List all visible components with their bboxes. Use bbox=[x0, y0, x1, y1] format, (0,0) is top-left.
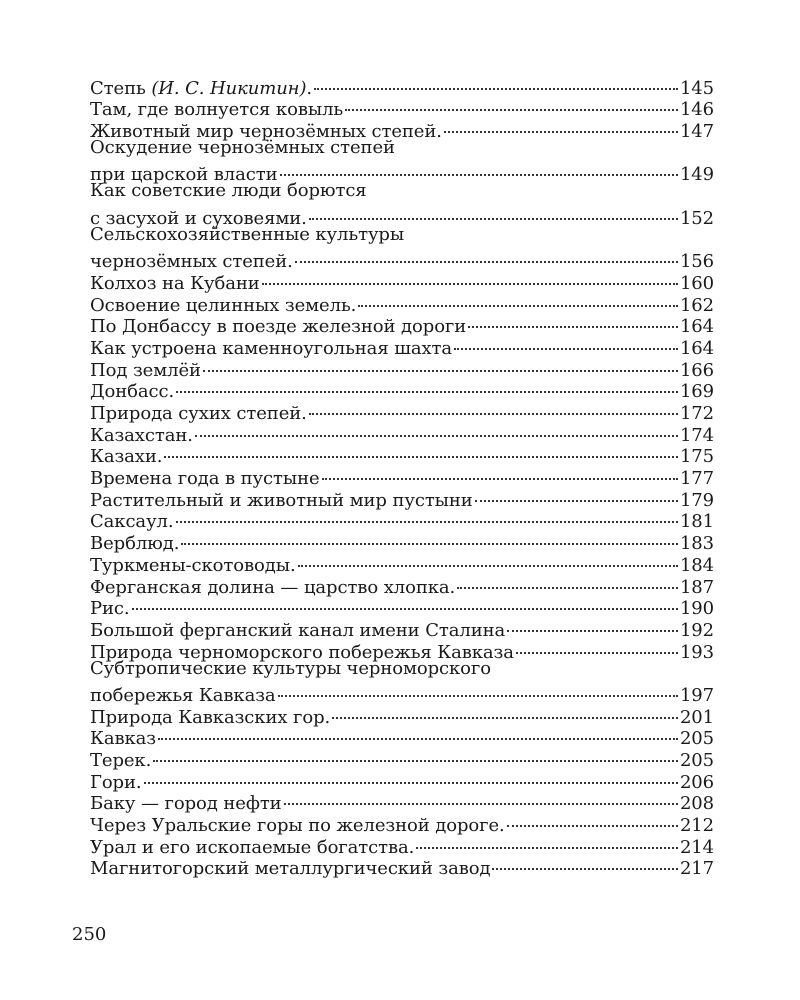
toc-entry-title: Баку — город нефти bbox=[90, 793, 282, 815]
toc-entry bbox=[90, 593, 714, 620]
toc-entry-page: 190 bbox=[679, 598, 714, 620]
toc-entry-title: Под землёй bbox=[90, 359, 201, 381]
toc-entry-title: Туркмены-скотоводы. bbox=[90, 554, 296, 576]
dot-leader bbox=[307, 397, 680, 419]
toc-entry-page: 152 bbox=[679, 207, 714, 229]
toc-entry bbox=[90, 246, 714, 273]
toc-entry-page: 169 bbox=[679, 381, 714, 403]
toc-entry-page: 166 bbox=[679, 359, 714, 381]
toc-entry-page: 193 bbox=[679, 641, 714, 663]
toc-entry bbox=[90, 744, 714, 771]
toc-entry-page: 147 bbox=[679, 121, 714, 143]
toc-entry-page: 205 bbox=[679, 750, 714, 771]
dot-leader bbox=[307, 202, 680, 224]
toc-entry-page: 160 bbox=[679, 272, 714, 294]
dot-leader bbox=[260, 267, 680, 289]
toc-entry-first-line: Сельскохозяйственные культуры bbox=[90, 223, 405, 245]
dot-leader bbox=[452, 332, 680, 354]
dot-leader bbox=[356, 289, 680, 311]
toc-entry-title: Терек. bbox=[90, 750, 152, 771]
dot-leader bbox=[278, 159, 680, 181]
toc-entry-page: 217 bbox=[679, 858, 714, 880]
toc-entry-page: 183 bbox=[679, 533, 714, 555]
dot-leader bbox=[174, 376, 680, 398]
toc-entry-title: Колхоз на Кубани bbox=[90, 272, 260, 294]
toc-entry bbox=[90, 397, 714, 424]
toc-entry-title: Магнитогорский металлургический завод bbox=[90, 858, 491, 880]
toc-entry-page: 181 bbox=[679, 511, 714, 533]
toc-entry-title: Казахстан. bbox=[90, 424, 193, 446]
toc-entry-page: 162 bbox=[679, 294, 714, 316]
toc-entry-title: Природа Кавказских гор. bbox=[90, 706, 331, 728]
page-number: 250 bbox=[72, 924, 107, 945]
toc-entry-title: Казахи. bbox=[90, 446, 163, 468]
toc-entry-page: 156 bbox=[679, 251, 714, 273]
toc-entry-page: 164 bbox=[679, 316, 714, 338]
toc-entry-title: при царской власти bbox=[90, 164, 278, 186]
toc-entry-page: 177 bbox=[679, 468, 714, 490]
dot-leader bbox=[151, 744, 680, 766]
toc-entry bbox=[90, 159, 714, 186]
toc-entry-title: Природа сухих степей. bbox=[90, 403, 307, 424]
toc-entry-title: Там, где волнуется ковыль bbox=[90, 99, 344, 121]
dot-leader bbox=[490, 853, 679, 875]
toc-entry-title: Времена года в пустыне bbox=[90, 468, 320, 490]
toc-entry-page: 205 bbox=[679, 728, 714, 750]
dot-leader bbox=[142, 766, 680, 788]
dot-leader bbox=[473, 484, 680, 506]
dot-leader bbox=[156, 723, 680, 745]
toc-entry bbox=[90, 462, 714, 490]
dot-leader bbox=[505, 809, 680, 831]
toc-entry bbox=[90, 766, 714, 793]
dot-leader bbox=[276, 679, 680, 701]
toc-entry-title: Саксаул. bbox=[90, 511, 174, 533]
toc-entry-page: 192 bbox=[679, 619, 714, 641]
toc-entry-page: 214 bbox=[679, 836, 714, 858]
toc-entry-first-line: Как советские люди борются bbox=[90, 180, 367, 202]
toc-entry bbox=[90, 723, 714, 750]
toc-entry-title: Освоение целинных земель. bbox=[90, 294, 357, 316]
dot-leader bbox=[455, 571, 680, 593]
dot-leader bbox=[514, 636, 680, 658]
toc-entry-title: Верблюд. bbox=[90, 533, 180, 555]
toc-entry bbox=[90, 72, 714, 99]
toc-entry-title: Растительный и животный мир пустыни bbox=[90, 489, 473, 511]
dot-leader bbox=[414, 831, 680, 853]
toc-entry-page: 184 bbox=[679, 554, 714, 576]
toc-entry-title: Степь (И. С. Никитин). bbox=[90, 77, 312, 99]
dot-leader bbox=[466, 311, 680, 333]
toc-entry-page: 146 bbox=[679, 99, 714, 121]
toc-entry-title: Большой ферганский канал имени Сталина bbox=[90, 619, 506, 641]
toc-entry-title: чернозёмных степей. bbox=[90, 251, 293, 273]
toc-entry-page: 197 bbox=[679, 684, 714, 706]
toc-entry-page: 208 bbox=[679, 793, 714, 815]
toc-entry-page: 187 bbox=[679, 576, 714, 598]
dot-leader bbox=[130, 593, 680, 615]
dot-leader bbox=[293, 246, 680, 268]
toc-entry-page: 149 bbox=[679, 164, 714, 186]
toc-entry-title: побережья Кавказа bbox=[90, 684, 276, 706]
toc-entry-page: 145 bbox=[679, 77, 714, 99]
toc-entry bbox=[90, 441, 714, 468]
dot-leader bbox=[174, 506, 680, 528]
toc-entry-title: Через Уральские горы по железной дороге. bbox=[90, 815, 505, 837]
toc-entry bbox=[90, 202, 714, 229]
dot-leader bbox=[296, 549, 680, 571]
toc-entry-title: По Донбассу в поезде железной дороги bbox=[90, 316, 467, 338]
dot-leader bbox=[343, 94, 680, 116]
toc-entry bbox=[90, 788, 714, 815]
toc-entry-page: 179 bbox=[679, 489, 714, 511]
toc-entry bbox=[90, 506, 714, 533]
dot-leader bbox=[282, 788, 680, 810]
toc-entry-title: Гори. bbox=[90, 771, 142, 793]
dot-leader bbox=[312, 72, 680, 94]
dot-leader bbox=[201, 354, 680, 376]
toc-entry-page: 174 bbox=[679, 424, 714, 446]
dot-leader bbox=[505, 614, 680, 636]
toc-entry-title: с засухой и суховеями. bbox=[90, 207, 307, 229]
dot-leader bbox=[442, 115, 680, 137]
toc-entry-page: 164 bbox=[679, 337, 714, 359]
toc-entry-title: Урал и его ископаемые богатства. bbox=[90, 836, 415, 858]
toc-entry-page: 201 bbox=[679, 706, 714, 728]
toc-entry-page: 206 bbox=[679, 771, 714, 793]
table-of-contents bbox=[90, 72, 714, 880]
toc-entry-first-line: Оскудение чернозёмных степей bbox=[90, 137, 395, 159]
toc-entry-title: Природа черноморского побережья Кавказа bbox=[90, 641, 514, 663]
toc-entry-author: (И. С. Никитин) bbox=[151, 77, 307, 99]
toc-entry-title: Животный мир чернозёмных степей. bbox=[90, 121, 442, 143]
dot-leader bbox=[320, 462, 680, 484]
toc-entry-page: 175 bbox=[679, 446, 714, 468]
toc-entry-page: 172 bbox=[679, 403, 714, 424]
toc-entry-title: Ферганская долина — царство хлопка. bbox=[90, 576, 456, 598]
toc-entry bbox=[90, 614, 714, 641]
dot-leader bbox=[179, 527, 680, 549]
toc-entry-first-line: Субтропические культуры черноморского bbox=[90, 657, 491, 679]
dot-leader bbox=[330, 701, 680, 723]
toc-entry bbox=[90, 679, 714, 706]
toc-entry bbox=[90, 527, 714, 555]
toc-entry-title: Кавказ bbox=[90, 728, 156, 750]
toc-entry-title: Как устроена каменноугольная шахта bbox=[90, 337, 452, 359]
toc-entry-title: Рис. bbox=[90, 598, 130, 620]
toc-entry bbox=[90, 549, 714, 576]
dot-leader bbox=[193, 419, 680, 441]
toc-entry bbox=[90, 376, 714, 403]
toc-entry-page: 212 bbox=[679, 815, 714, 837]
toc-entry-title: Донбасс. bbox=[90, 381, 175, 403]
dot-leader bbox=[162, 441, 680, 463]
